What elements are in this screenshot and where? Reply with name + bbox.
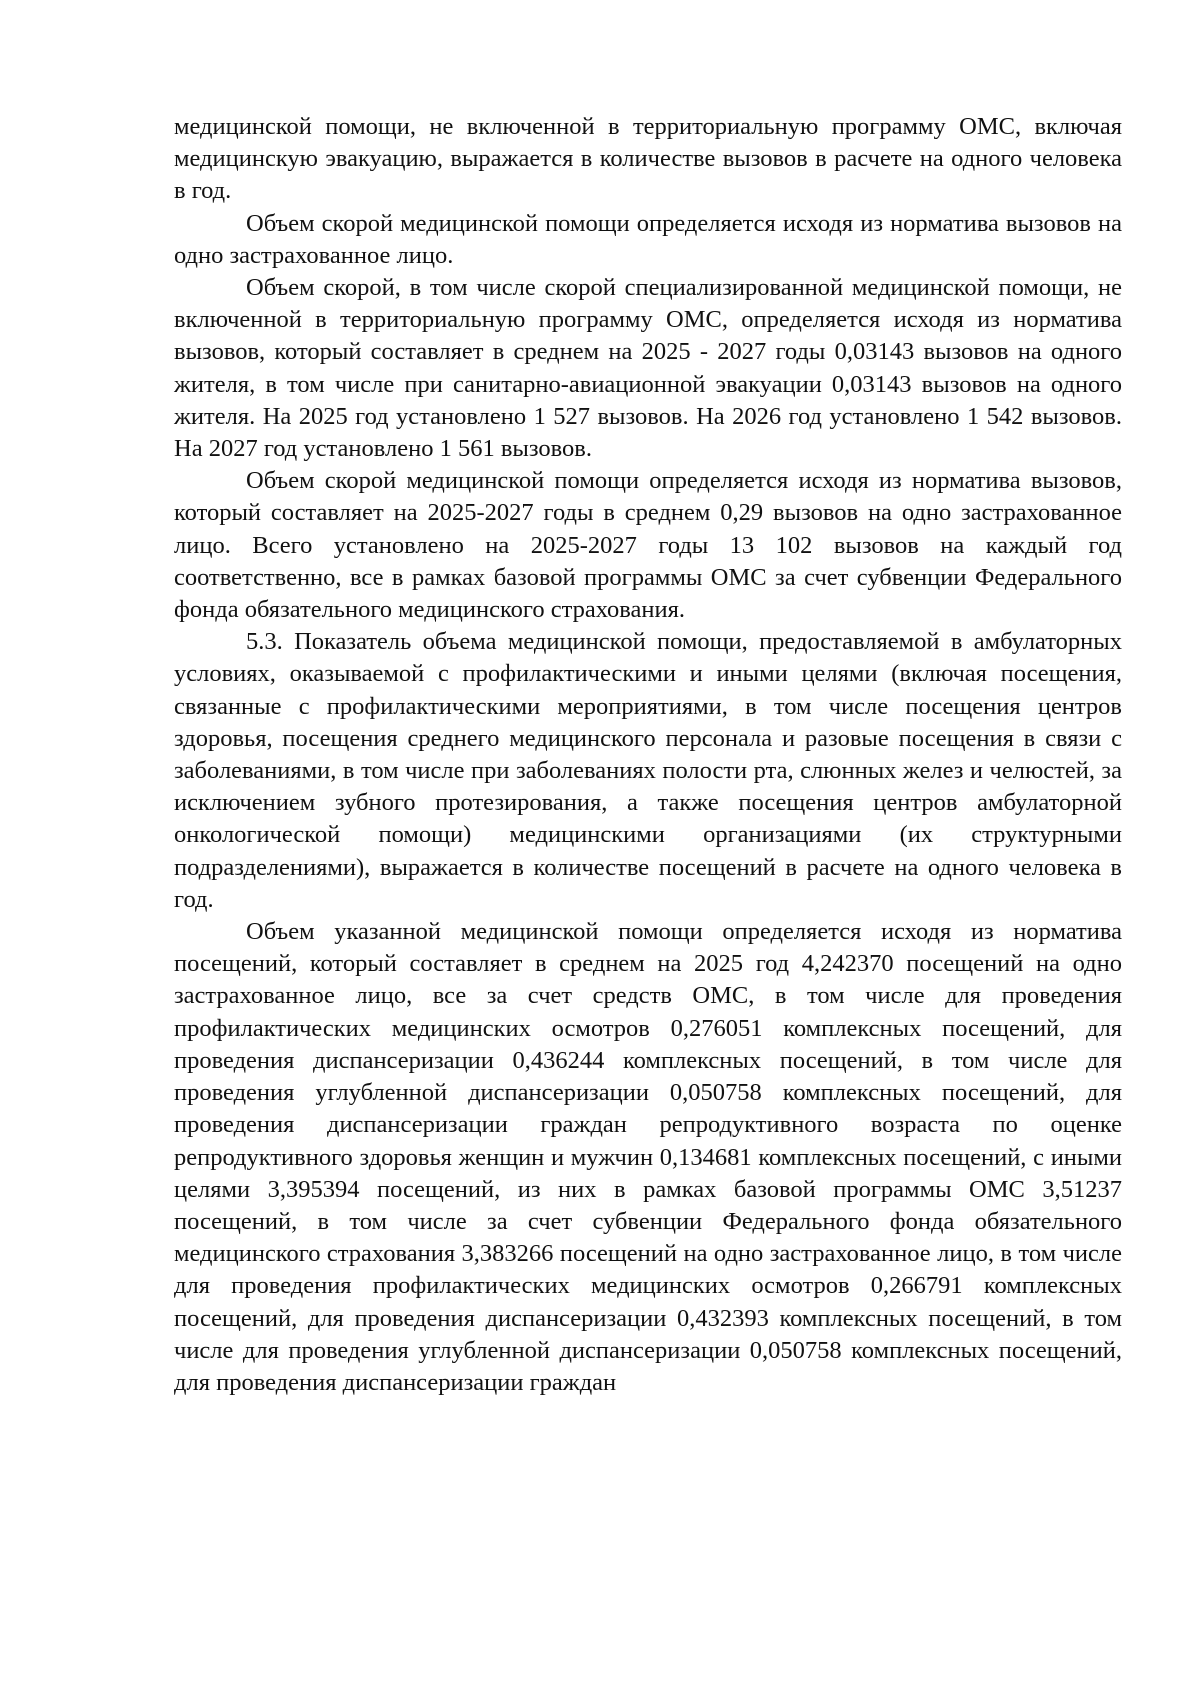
paragraph-outpatient-visits-norm: Объем указанной медицинской помощи определяется исходя из норматива посещений, который составляет в среднем на 2025 год 4,242370 посещений на одно застрахованное лицо, все за счет средств ОМС, в том числе для проведения профилактических медицинских осмотров 0,276051 комплексных посещений, для проведения диспансеризации 0,436244 комплексных посещений, в том числе для проведения углубленной диспансеризации 0,050758 комплексных посещений, для проведения диспансеризации граждан репродуктивного возраста по оценке репродуктивного здоровья женщин и мужчин 0,134681 комплексных посещений, с иными целями 3,395394 посещений, из них в рамках базовой программы ОМС 3,51237 посещений, в том числе за счет субвенции Федерального фонда обязательного медицинского страхования 3,383266 посещений на одно застрахованное лицо, в том числе для проведения профилактических медицинских осмотров 0,266791 комплексных посещений, для проведения диспансеризации 0,432393 комплексных посещений, в том числе для проведения углубленной диспансеризации 0,050758 комплексных посещений, для проведения диспансеризации граждан xyxy=(174,918,1122,1396)
paragraph-ambulance-volume-continuation: медицинской помощи, не включенной в территориальную программу ОМС, включая медицинскую эвакуацию, выражается в количестве вызовов в расчете на одного человека в год. xyxy=(174,113,1122,205)
paragraph-section-5-3: 5.3. Показатель объема медицинской помощи, предоставляемой в амбулаторных условиях, оказываемой с профилактическими и иными целями (включая посещения, связанные с профилактическими мероприятиями, в том числе посещения центров здоровья, посещения среднего медицинского персонала и разовые посещения в связи с заболеваниями, в том числе при заболеваниях полости рта, слюнных желез и челюстей, за исключением зубного протезирования, а также посещения центров амбулаторной онкологической помощи) медицинскими организациями (их структурными подразделениями), выражается в количестве посещений в расчете на одного человека в год. xyxy=(174,628,1122,913)
document-page xyxy=(174,111,1122,1399)
paragraph-ambulance-base-program: Объем скорой медицинской помощи определяется исходя из норматива вызовов, который составляет на 2025-2027 годы в среднем 0,29 вызовов на одно застрахованное лицо. Всего установлено на 2025-2027 годы 13 102 вызовов на каждый год соответственно, все в рамках базовой программы ОМС за счет субвенции Федерального фонда обязательного медицинского страхования. xyxy=(174,467,1122,624)
paragraph-ambulance-norm: Объем скорой медицинской помощи определяется исходя из норматива вызовов на одно застрахованное лицо. xyxy=(174,209,1122,269)
paragraph-specialized-ambulance: Объем скорой, в том числе скорой специализированной медицинской помощи, не включенной в территориальную программу ОМС, определяется исходя из норматива вызовов, который составляет в среднем на 2025 - 2027 годы 0,03143 вызовов на одного жителя, в том числе при санитарно-авиационной эвакуации 0,03143 вызовов на одного жителя. На 2025 год установлено 1 527 вызовов. На 2026 год установлено 1 542 вызовов. На 2027 год установлено 1 561 вызовов. xyxy=(174,274,1122,463)
